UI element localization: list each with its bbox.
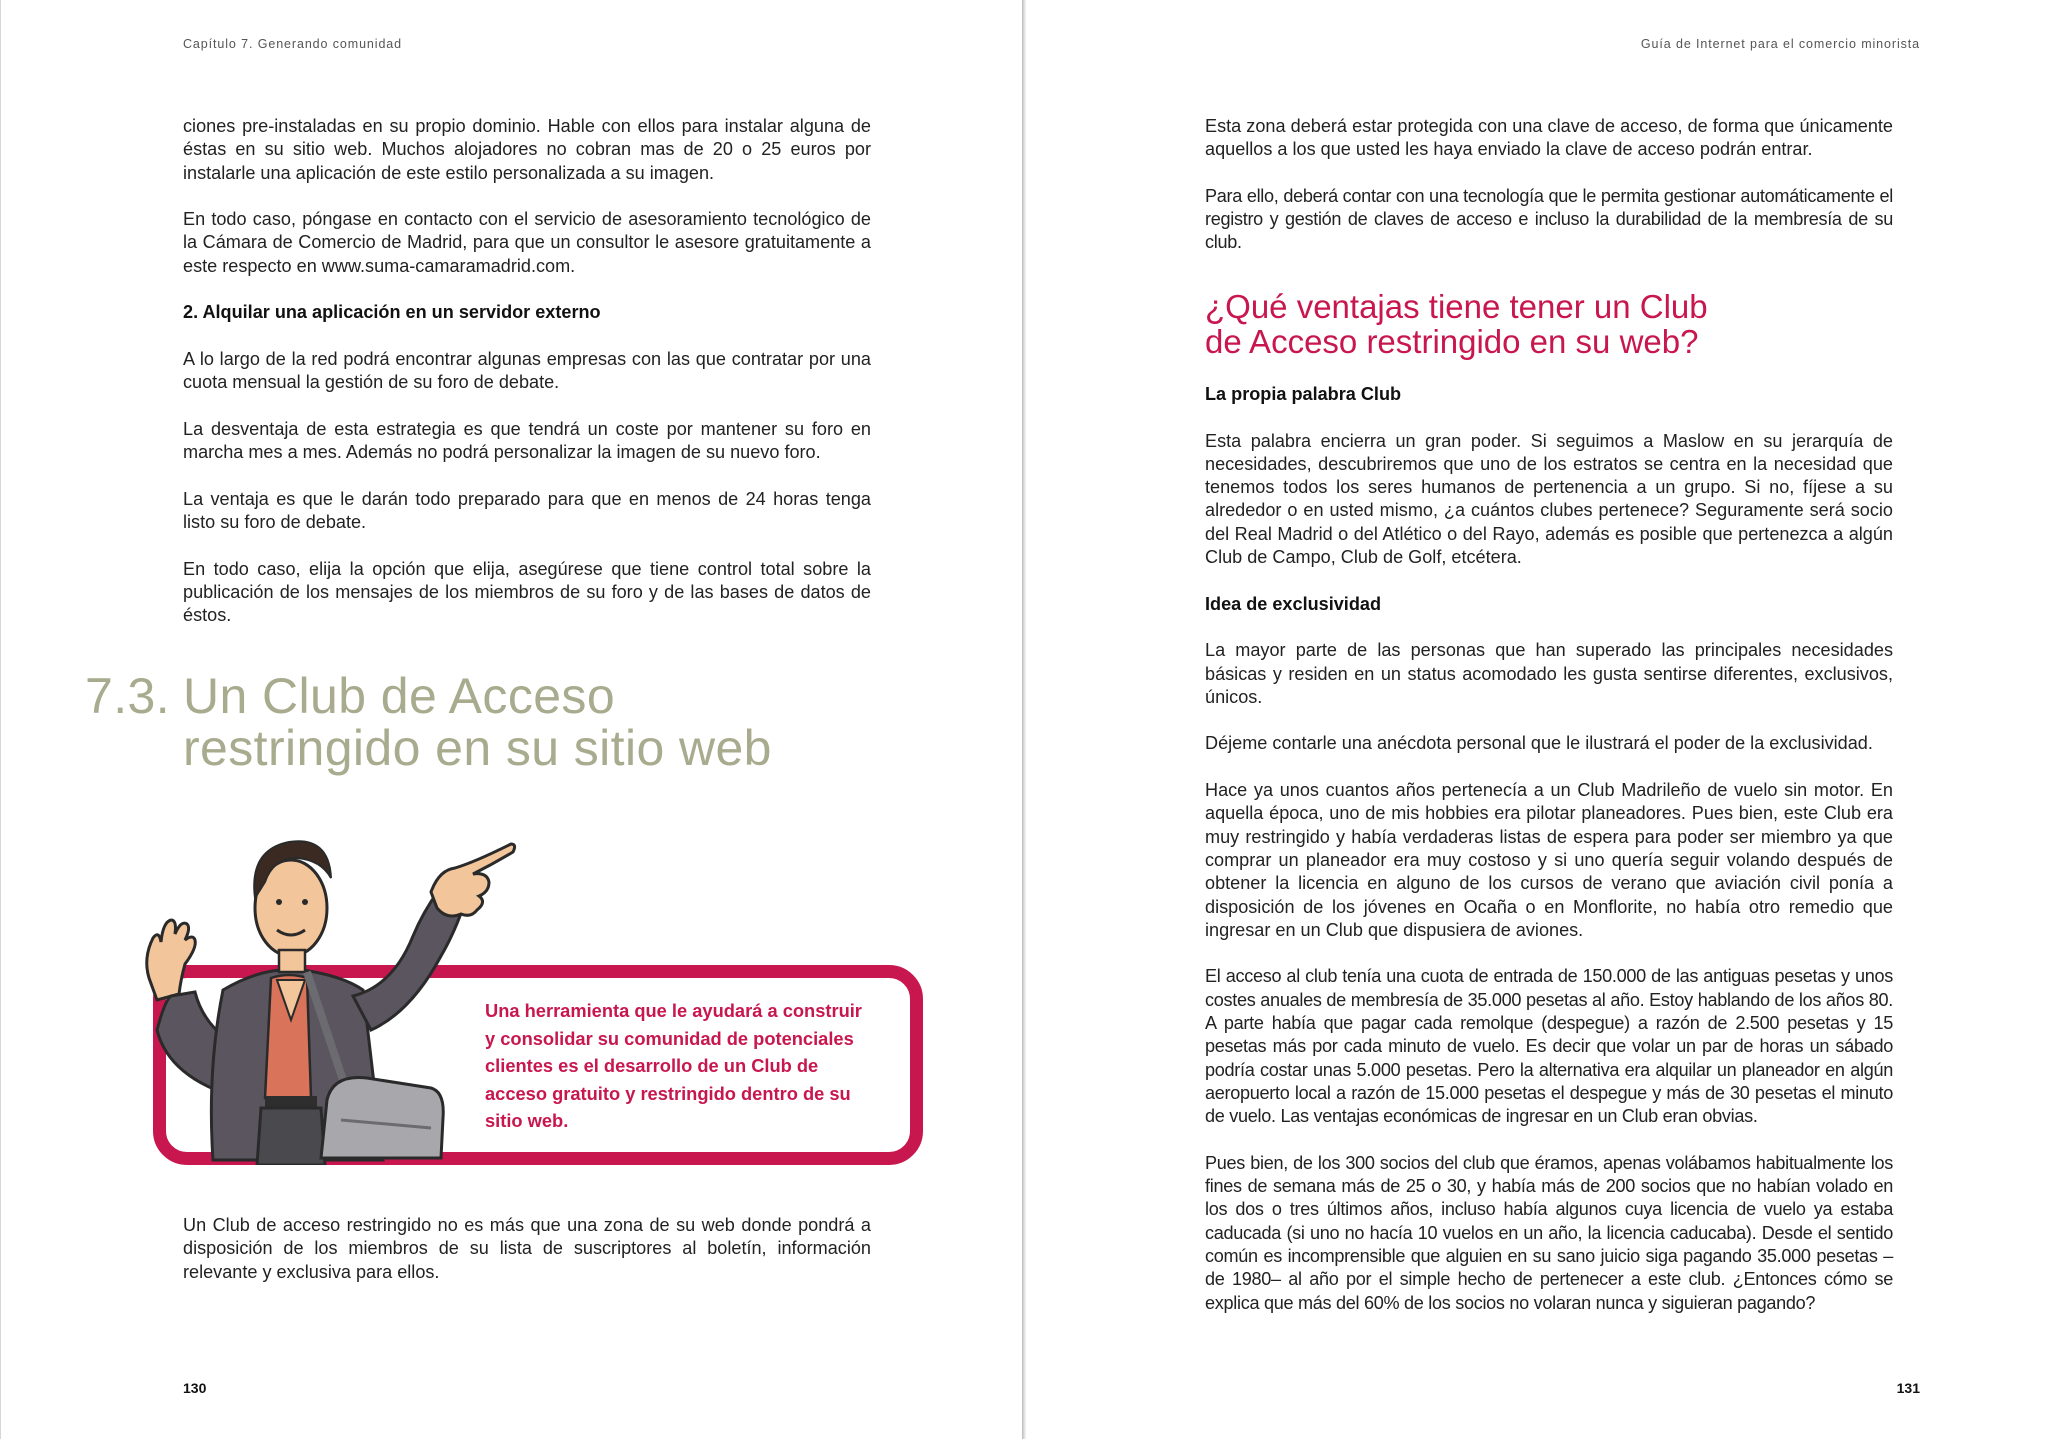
right-title-line1: ¿Qué ventajas tiene tener un Club bbox=[1205, 288, 1708, 325]
paragraph: La desventaja de esta estrategia es que tendrá un coste por mantener su foro en marcha mes a mes. Además no podrá personalizar la imagen de su nuevo foro. bbox=[183, 418, 871, 463]
section-title-line1: Un Club de Acceso bbox=[183, 668, 616, 724]
page-number-left: 130 bbox=[183, 1380, 207, 1396]
subhead-idea-exclusividad: Idea de exclusividad bbox=[1205, 593, 1381, 614]
paragraph: Un Club de acceso restringido no es más que una zona de su web donde pondrá a disposición de los miembros de su lista de suscriptores al boletín, información relevante y exclusiva para ellos. bbox=[183, 1215, 871, 1282]
right-page bbox=[1026, 0, 2048, 1439]
paragraph: Déjeme contarle una anécdota personal que le ilustrará el poder de la exclusividad. bbox=[1205, 733, 1873, 754]
paragraph: En todo caso, póngase en contacto con el servicio de asesoramiento tecnológico de la Cámara de Comercio de Madrid, para que un consultor le asesore gratuitamente a este respecto en www.suma-camaramadrid.com. bbox=[183, 209, 871, 276]
paragraph: La mayor parte de las personas que han superado las principales necesidades básicas y residen en un status acomodado les gusta sentirse diferentes, exclusivos, únicos. bbox=[1205, 640, 1893, 707]
section-title bbox=[85, 670, 772, 774]
paragraph: Pues bien, de los 300 socios del club que éramos, apenas volábamos habitualmente los fines de semana más de 25 o 30, y había más de 200 socios que no habían volado en los dos o tres últimos años, incluso había algunos cuya licencia de vuelo ya estaba caducada (si uno no hacía 10 vuelos en un año, la licencia caducaba). Desde el sentido común es incomprensible que alguien en su sano juicio siga pagando 35.000 pesetas –de 1980– al año por el simple hecho de pertenecer a este club. ¿Entonces cómo se explica que más del 60% de los socios no volaran nunca y siguieran pagando? bbox=[1205, 1152, 1893, 1313]
paragraph: ciones pre-instaladas en su propio dominio. Hable con ellos para instalar alguna de éstas en su sitio web. Muchos alojadores no cobran mas de 20 o 25 euros por instalarle una aplicación de este estilo personalizada a su imagen. bbox=[183, 116, 871, 183]
left-page bbox=[0, 0, 1023, 1439]
page-number-right: 131 bbox=[1896, 1380, 1920, 1396]
right-main-column bbox=[1205, 383, 1893, 1315]
right-title-line2: de Acceso restringido en su web? bbox=[1205, 322, 1699, 360]
running-head-left: Capítulo 7. Generando comunidad bbox=[183, 37, 403, 51]
paragraph: El acceso al club tenía una cuota de entrada de 150.000 de las antiguas pesetas y unos costes anuales de membresía de 35.000 pesetas al año. Estoy hablando de los años 80. A parte había que pagar cada remolque (despegue) a razón de 2.500 pesetas y 15 pesetas más por cada minuto de vuelo. Es decir que volar un par de horas un sábado podría costar unas 5.000 pesetas. Pero la alternativa era alquilar un planeador en algún aeropuerto local a razón de 15.000 pesetas el despegue y más de 30 pesetas el minuto de vuelo. Las ventajas económicas de ingresar en un Club eran obvias. bbox=[1205, 966, 1893, 1127]
right-top-column bbox=[1205, 115, 1893, 255]
callout-text: Una herramienta que le ayudará a construir y consolidar su comunidad de potenciales clientes es el desarrollo de un Club de acceso gratuito y restringido dentro de su sitio web. bbox=[485, 1000, 862, 1131]
section-number: 7.3. bbox=[85, 668, 170, 724]
right-page-title bbox=[1205, 290, 1905, 359]
subhead-alquilar: 2. Alquilar una aplicación en un servidor externo bbox=[183, 302, 601, 323]
subhead-propia-palabra-club: La propia palabra Club bbox=[1205, 384, 1402, 404]
left-top-column bbox=[183, 115, 871, 628]
paragraph: Esta palabra encierra un gran poder. Si seguimos a Maslow en su jerarquía de necesidades, descubriremos que uno de los estratos se centra en la necesidad que tenemos todos los seres humanos de pertenencia a un grupo. Si no, fíjese a su alrededor o en usted mismo, ¿a cuántos clubes pertenece? Seguramente será socio del Real Madrid o del Atlético o del Rayo, además es posible que pertenezca a algún Club de Campo, Club de Golf, etcétera. bbox=[1205, 430, 1893, 568]
paragraph: Esta zona deberá estar protegida con una clave de acceso, de forma que únicamente aquellos a los que usted les haya enviado la clave de acceso podrán entrar. bbox=[1205, 116, 1893, 160]
running-head-right: Guía de Internet para el comercio minorista bbox=[1640, 37, 1920, 51]
paragraph: Para ello, deberá contar con una tecnología que le permita gestionar automáticamente el registro y gestión de claves de acceso e incluso la durabilidad de la membresía de su club. bbox=[1205, 185, 1893, 253]
paragraph: A lo largo de la red podrá encontrar algunas empresas con las que contratar por una cuota mensual la gestión de su foro de debate. bbox=[183, 348, 871, 393]
paragraph: La ventaja es que le darán todo preparado para que en menos de 24 horas tenga listo su foro de debate. bbox=[183, 488, 871, 533]
paragraph: Hace ya unos cuantos años pertenecía a un Club Madrileño de vuelo sin motor. En aquella época, uno de mis hobbies era pilotar planeadores. Pues bien, este Club era muy restringido y había verdaderas listas de espera para poder ser miembro ya que comprar un planeador era muy costoso y si uno quería seguir volando después de obtener la licencia en alguno de los cursos de verano que aviación civil ponía a disposición de los jóvenes en Ocaña o en Monflorite, no había otro remedio que ingresar en un Club que dispusiera de aviones. bbox=[1205, 780, 1893, 940]
left-bottom-column bbox=[183, 1214, 871, 1284]
section-title-line2: restringido en su sitio web bbox=[183, 720, 772, 776]
paragraph: En todo caso, elija la opción que elija, asegúrese que tiene control total sobre la publicación de los mensajes de los miembros de su foro y de las bases de datos de éstos. bbox=[183, 558, 871, 626]
